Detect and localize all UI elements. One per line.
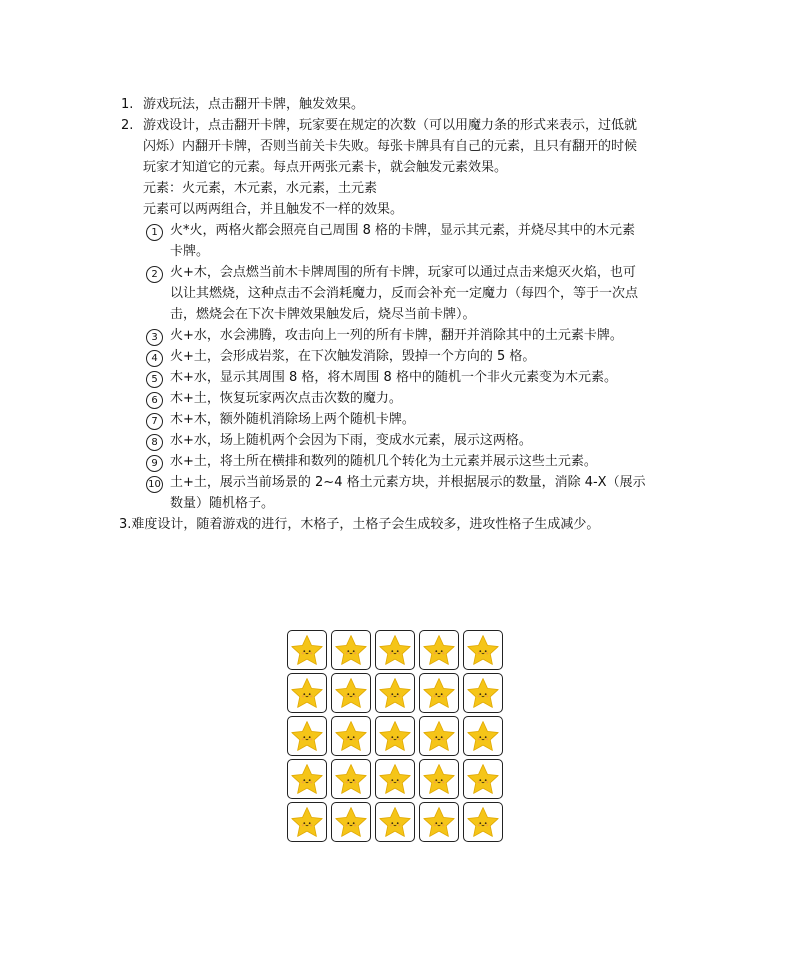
combo-line: 火*火，两格火都会照亮自己周围 8 格的卡牌，显示其元素，并烧尽其中的木元素 — [170, 223, 636, 238]
card[interactable] — [419, 630, 459, 670]
star-face-icon — [421, 804, 457, 840]
combo-line: 木+水，显示其周围 8 格，将木周围 8 格中的随机一个非火元素变为木元素。 — [170, 370, 617, 385]
card-grid — [287, 630, 505, 846]
star-face-icon — [465, 632, 501, 668]
card[interactable] — [331, 630, 371, 670]
card[interactable] — [375, 716, 415, 756]
card[interactable] — [375, 802, 415, 842]
item-2-line: 玩家才知道它的元素。每点开两张元素卡，就会触发元素效果。 — [143, 160, 508, 175]
star-face-icon — [465, 675, 501, 711]
star-face-icon — [289, 761, 325, 797]
combo-line: 火+土，会形成岩浆，在下次触发消除，毁掉一个方向的 5 格。 — [170, 349, 536, 364]
elements-line: 元素：火元素，木元素，水元素，土元素 — [143, 181, 378, 196]
card[interactable] — [419, 716, 459, 756]
combo-line: 水+土，将土所在横排和数列的随机几个转化为土元素并展示这些土元素。 — [170, 454, 597, 469]
combo-line: 卡牌。 — [170, 244, 210, 259]
card[interactable] — [463, 630, 503, 670]
card[interactable] — [375, 759, 415, 799]
list-number-1: 1. — [121, 97, 134, 112]
star-face-icon — [333, 632, 369, 668]
combo-line: 火+木，会点燃当前木卡牌周围的所有卡牌，玩家可以通过点击来熄灭火焰，也可 — [170, 265, 636, 280]
card[interactable] — [419, 802, 459, 842]
star-face-icon — [333, 804, 369, 840]
circled-number-4: 4 — [146, 350, 163, 367]
combo-line: 数量）随机格子。 — [170, 496, 275, 511]
star-face-icon — [333, 718, 369, 754]
circled-number-7: 7 — [146, 413, 163, 430]
circled-number-5: 5 — [146, 371, 163, 388]
star-face-icon — [465, 761, 501, 797]
combo-line: 水+水，场上随机两个会因为下雨，变成水元素，展示这两格。 — [170, 433, 532, 448]
item-1-text: 游戏玩法，点击翻开卡牌，触发效果。 — [143, 97, 365, 112]
card[interactable] — [375, 673, 415, 713]
card[interactable] — [463, 673, 503, 713]
star-face-icon — [421, 718, 457, 754]
star-face-icon — [377, 675, 413, 711]
card[interactable] — [463, 716, 503, 756]
star-face-icon — [377, 632, 413, 668]
card[interactable] — [331, 802, 371, 842]
card[interactable] — [419, 673, 459, 713]
star-face-icon — [377, 718, 413, 754]
star-face-icon — [289, 718, 325, 754]
circled-number-6: 6 — [146, 392, 163, 409]
item-2-line: 闪烁）内翻开卡牌，否则当前关卡失败。每张卡牌具有自己的元素，且只有翻开的时候 — [143, 139, 638, 154]
star-face-icon — [465, 804, 501, 840]
card[interactable] — [463, 802, 503, 842]
circled-number-10: 10 — [146, 476, 163, 493]
star-face-icon — [421, 761, 457, 797]
circled-number-8: 8 — [146, 434, 163, 451]
list-number-2: 2. — [121, 118, 134, 133]
combo-line: 木+木，额外随机消除场上两个随机卡牌。 — [170, 412, 415, 427]
combo-line: 以让其燃烧，这种点击不会消耗魔力，反而会补充一定魔力（每四个，等于一次点 — [170, 286, 639, 301]
card[interactable] — [287, 716, 327, 756]
circled-number-1: 1 — [146, 224, 163, 241]
item-3-text: 3.难度设计，随着游戏的进行，木格子，土格子会生成较多，进攻性格子生成减少。 — [119, 517, 600, 532]
item-2-line: 游戏设计，点击翻开卡牌，玩家要在规定的次数（可以用魔力条的形式来表示，过低就 — [143, 118, 638, 133]
star-face-icon — [289, 632, 325, 668]
star-face-icon — [377, 804, 413, 840]
card[interactable] — [331, 716, 371, 756]
star-face-icon — [333, 675, 369, 711]
circled-number-2: 2 — [146, 266, 163, 283]
card[interactable] — [419, 759, 459, 799]
circled-number-9: 9 — [146, 455, 163, 472]
star-face-icon — [465, 718, 501, 754]
combination-intro: 元素可以两两组合，并且触发不一样的效果。 — [143, 202, 404, 217]
card[interactable] — [287, 759, 327, 799]
combo-line: 击，燃烧会在下次卡牌效果触发后，烧尽当前卡牌）。 — [170, 307, 476, 322]
star-face-icon — [421, 675, 457, 711]
combo-line: 木+土，恢复玩家两次点击次数的魔力。 — [170, 391, 402, 406]
star-face-icon — [289, 804, 325, 840]
card[interactable] — [375, 630, 415, 670]
card[interactable] — [463, 759, 503, 799]
combo-line: 土+土，展示当前场景的 2~4 格土元素方块，并根据展示的数量，消除 4-X（展示 — [170, 475, 646, 490]
circled-number-3: 3 — [146, 329, 163, 346]
card[interactable] — [331, 759, 371, 799]
star-face-icon — [421, 632, 457, 668]
card[interactable] — [331, 673, 371, 713]
star-face-icon — [289, 675, 325, 711]
card[interactable] — [287, 673, 327, 713]
star-face-icon — [333, 761, 369, 797]
card[interactable] — [287, 802, 327, 842]
star-face-icon — [377, 761, 413, 797]
card[interactable] — [287, 630, 327, 670]
combo-line: 火+水，水会沸腾，攻击向上一列的所有卡牌，翻开并消除其中的土元素卡牌。 — [170, 328, 623, 343]
